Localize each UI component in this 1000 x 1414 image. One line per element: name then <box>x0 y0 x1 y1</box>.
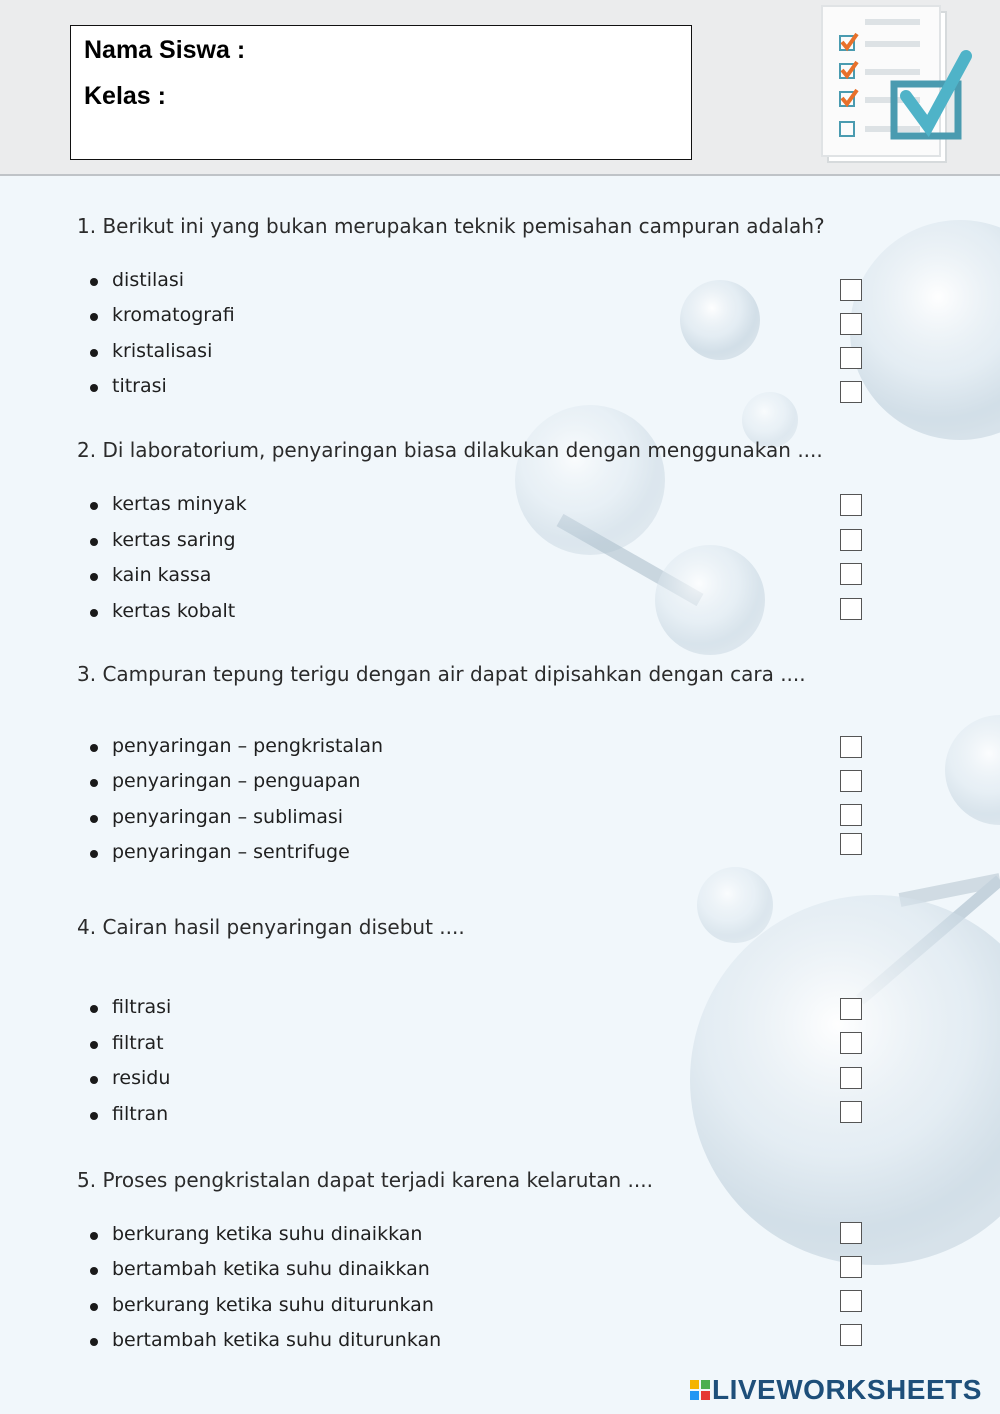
question-text: 5. Proses pengkristalan dapat terjadi karena kelarutan .... <box>77 1168 653 1192</box>
option-row <box>88 996 828 1026</box>
bullet <box>90 850 98 858</box>
option-row <box>88 1223 828 1253</box>
answer-checkbox[interactable] <box>840 494 862 516</box>
option-row <box>88 493 828 523</box>
option-label: bertambah ketika suhu dinaikkan <box>112 1258 430 1280</box>
student-info-box <box>70 25 692 160</box>
option-row <box>88 841 828 871</box>
answer-checkbox[interactable] <box>840 347 862 369</box>
bullet <box>90 744 98 752</box>
bullet <box>90 1005 98 1013</box>
option-row <box>88 1294 828 1324</box>
option-row <box>88 1067 828 1097</box>
option-label: filtran <box>112 1103 169 1125</box>
answer-checkbox[interactable] <box>840 1222 862 1244</box>
option-row <box>88 1103 828 1133</box>
answer-checkbox[interactable] <box>840 1324 862 1346</box>
option-row <box>88 564 828 594</box>
option-row <box>88 269 828 299</box>
answer-checkbox[interactable] <box>840 833 862 855</box>
answer-checkbox[interactable] <box>840 998 862 1020</box>
option-row <box>88 735 828 765</box>
option-row <box>88 1258 828 1288</box>
worksheet-header <box>0 0 1000 176</box>
answer-checkbox[interactable] <box>840 381 862 403</box>
question-text: 4. Cairan hasil penyaringan disebut .... <box>77 915 465 939</box>
bullet <box>90 1112 98 1120</box>
bullet <box>90 573 98 581</box>
option-label: berkurang ketika suhu dinaikkan <box>112 1223 423 1245</box>
option-row <box>88 600 828 630</box>
bullet <box>90 349 98 357</box>
option-label: kertas kobalt <box>112 600 236 622</box>
answer-checkbox[interactable] <box>840 1067 862 1089</box>
question-text: 3. Campuran tepung terigu dengan air dapat dipisahkan dengan cara .... <box>77 662 806 686</box>
student-class-label: Kelas : <box>84 82 166 110</box>
answer-checkbox[interactable] <box>840 529 862 551</box>
bullet <box>90 1232 98 1240</box>
bullet <box>90 1267 98 1275</box>
liveworksheets-logo-icon <box>690 1380 710 1400</box>
option-label: kromatografi <box>112 304 235 326</box>
answer-checkbox[interactable] <box>840 1032 862 1054</box>
option-label: penyaringan – penguapan <box>112 770 361 792</box>
option-row <box>88 529 828 559</box>
question-text: 1. Berikut ini yang bukan merupakan teknik pemisahan campuran adalah? <box>77 214 825 238</box>
liveworksheets-logo <box>690 1373 982 1407</box>
option-label: penyaringan – pengkristalan <box>112 735 384 757</box>
bullet <box>90 815 98 823</box>
option-label: kristalisasi <box>112 340 213 362</box>
bullet <box>90 384 98 392</box>
option-label: distilasi <box>112 269 185 291</box>
bullet <box>90 779 98 787</box>
option-label: kertas minyak <box>112 493 247 515</box>
answer-checkbox[interactable] <box>840 1256 862 1278</box>
bullet <box>90 313 98 321</box>
option-label: berkurang ketika suhu diturunkan <box>112 1294 434 1316</box>
option-row <box>88 375 828 405</box>
answer-checkbox[interactable] <box>840 598 862 620</box>
option-row <box>88 304 828 334</box>
bullet <box>90 1041 98 1049</box>
answer-checkbox[interactable] <box>840 770 862 792</box>
bullet <box>90 278 98 286</box>
option-label: penyaringan – sentrifuge <box>112 841 350 863</box>
option-label: residu <box>112 1067 171 1089</box>
answer-checkbox[interactable] <box>840 279 862 301</box>
option-row <box>88 340 828 370</box>
option-label: filtrat <box>112 1032 164 1054</box>
bullet <box>90 538 98 546</box>
option-label: titrasi <box>112 375 167 397</box>
option-row <box>88 1329 828 1359</box>
option-row <box>88 806 828 836</box>
option-label: kain kassa <box>112 564 212 586</box>
bullet <box>90 1076 98 1084</box>
brand-name: LIVEWORKSHEETS <box>712 1374 982 1405</box>
bullet <box>90 502 98 510</box>
option-label: kertas saring <box>112 529 236 551</box>
answer-checkbox[interactable] <box>840 804 862 826</box>
question-text: 2. Di laboratorium, penyaringan biasa dilakukan dengan menggunakan .... <box>77 438 823 462</box>
option-label: filtrasi <box>112 996 172 1018</box>
checklist-icon <box>820 4 980 169</box>
option-label: penyaringan – sublimasi <box>112 806 344 828</box>
option-row <box>88 1032 828 1062</box>
answer-checkbox[interactable] <box>840 563 862 585</box>
option-label: bertambah ketika suhu diturunkan <box>112 1329 442 1351</box>
student-name-label: Nama Siswa : <box>84 36 246 64</box>
answer-checkbox[interactable] <box>840 1101 862 1123</box>
answer-checkbox[interactable] <box>840 736 862 758</box>
option-row <box>88 770 828 800</box>
bullet <box>90 1303 98 1311</box>
bullet <box>90 609 98 617</box>
bullet <box>90 1338 98 1346</box>
answer-checkbox[interactable] <box>840 313 862 335</box>
answer-checkbox[interactable] <box>840 1290 862 1312</box>
